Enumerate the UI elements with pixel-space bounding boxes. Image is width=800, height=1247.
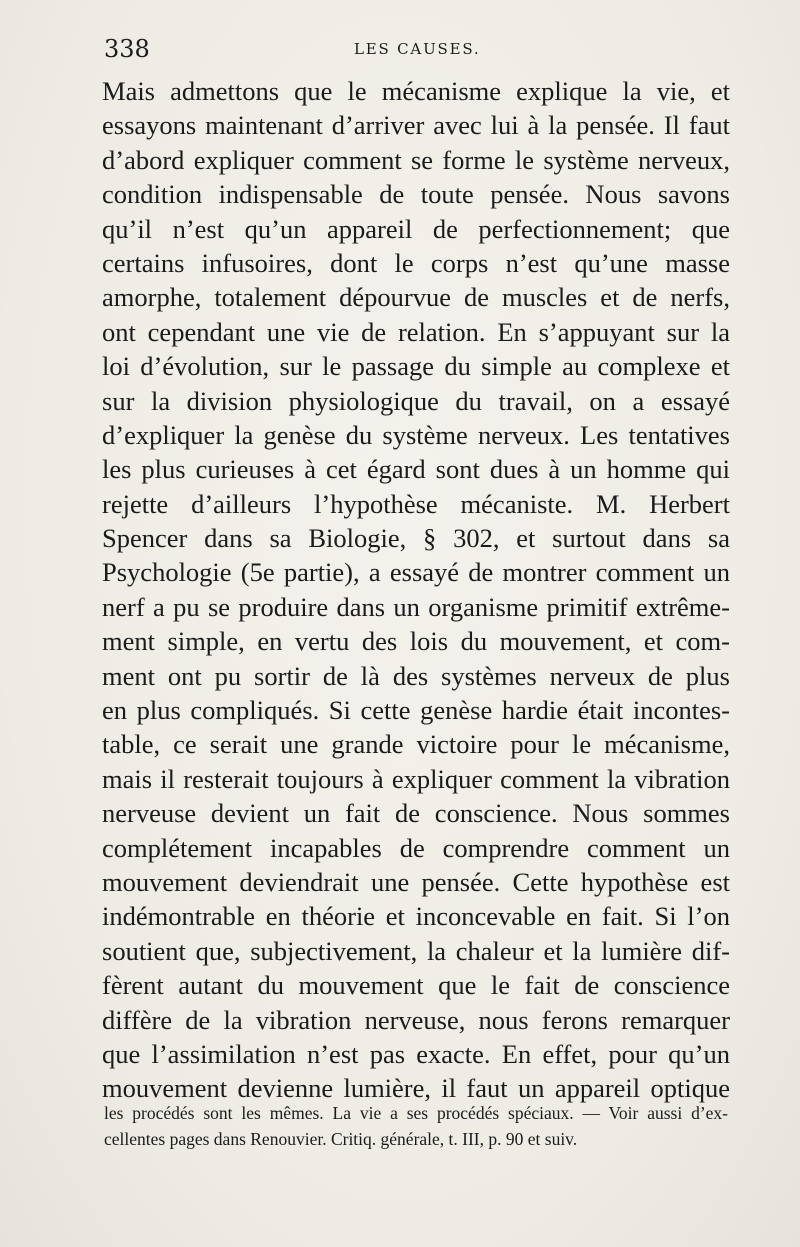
text-line: soutient que, subjectivement, la chaleur et la lumière dif- bbox=[102, 935, 730, 966]
text-line: amorphe, totalement dépourvue de muscles et de nerfs, bbox=[102, 282, 730, 313]
page-number: 338 bbox=[104, 35, 150, 63]
text-line: diffère de la vibration nerveuse, nous ferons remarquer bbox=[102, 1004, 730, 1035]
text-line: d’expliquer la genèse du système nerveux. Les tentatives bbox=[102, 419, 730, 450]
text-line: Mais admettons que le mécanisme explique la vie, et bbox=[102, 76, 730, 106]
text-line: mouvement deviendrait une pensée. Cette hypothèse est bbox=[102, 866, 730, 897]
page-header bbox=[104, 32, 728, 66]
text-line: ment ont pu sortir de là des systèmes nerveux de plus bbox=[102, 660, 730, 691]
text-line: condition indispensable de toute pensée. Nous savons bbox=[102, 179, 730, 210]
footnote-line: les procédés sont les mêmes. La vie a ses procédés spéciaux. — Voir aussi d’ex- bbox=[104, 1103, 728, 1123]
text-line: ment simple, en vertu des lois du mouvement, et com- bbox=[102, 626, 730, 657]
text-line: rejette d’ailleurs l’hypothèse mécaniste. M. Herbert bbox=[102, 488, 730, 519]
text-line: qu’il n’est qu’un appareil de perfectionnement; que bbox=[102, 213, 730, 244]
text-line: essayons maintenant d’arriver avec lui à la pensée. Il faut bbox=[102, 110, 730, 141]
text-line: sur la division physiologique du travail, on a essayé bbox=[102, 385, 730, 416]
text-line: nerf a pu se produire dans un organisme primitif extrême- bbox=[102, 591, 730, 622]
text-line: d’abord expliquer comment se forme le système nerveux, bbox=[102, 144, 730, 175]
text-line: en plus compliqués. Si cette genèse hardie était incontes- bbox=[102, 695, 730, 726]
text-line: indémontrable en théorie et inconcevable en fait. Si l’on bbox=[102, 901, 730, 932]
text-line: mais il resterait toujours à expliquer comment la vibration bbox=[102, 763, 730, 794]
text-line: nerveuse devient un fait de conscience. Nous sommes bbox=[102, 798, 730, 829]
text-line: ont cependant une vie de relation. En s’appuyant sur la bbox=[102, 316, 730, 347]
body-text bbox=[102, 74, 730, 1106]
footnote bbox=[104, 1100, 728, 1152]
text-line: Spencer dans sa Biologie, § 302, et surtout dans sa bbox=[102, 523, 730, 554]
text-line: mouvement devienne lumière, il faut un appareil optique bbox=[102, 1073, 730, 1104]
text-line: les plus curieuses à cet égard sont dues à un homme qui bbox=[102, 454, 730, 485]
text-line: complétement incapables de comprendre comment un bbox=[102, 832, 730, 863]
text-line: que l’assimilation n’est pas exacte. En effet, pour qu’un bbox=[102, 1038, 730, 1069]
running-head: LES CAUSES. bbox=[354, 40, 481, 58]
footnote-line: cellentes pages dans Renouvier. Critiq. générale, t. III, p. 90 et suiv. bbox=[104, 1129, 578, 1149]
text-line: certains infusoires, dont le corps n’est qu’une masse bbox=[102, 247, 730, 278]
text-line: Psychologie (5e partie), a essayé de montrer comment un bbox=[102, 557, 730, 588]
text-line: fèrent autant du mouvement que le fait de conscience bbox=[102, 970, 730, 1001]
text-line: loi d’évolution, sur le passage du simple au complexe et bbox=[102, 351, 730, 382]
text-line: table, ce serait une grande victoire pour le mécanisme, bbox=[102, 729, 730, 760]
